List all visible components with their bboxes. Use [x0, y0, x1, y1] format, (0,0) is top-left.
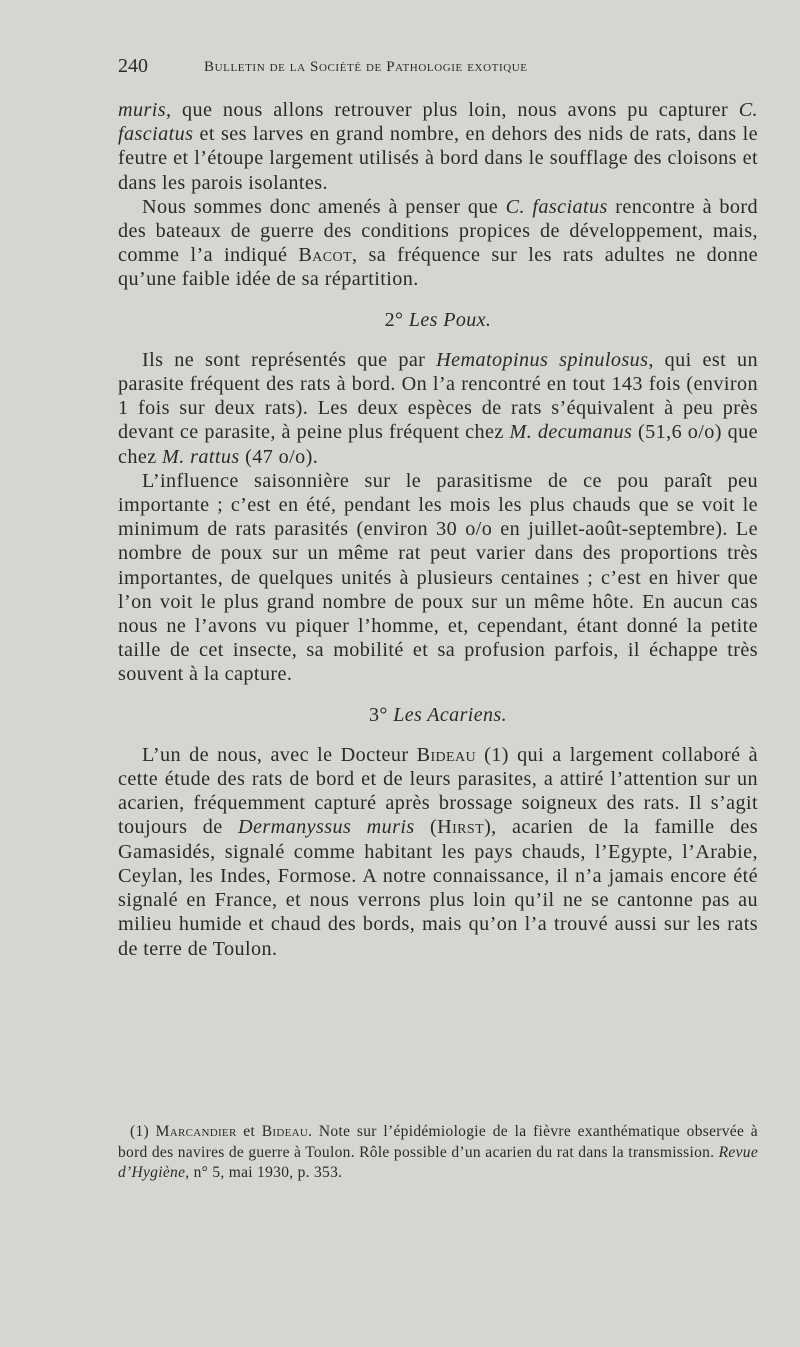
- section-number: 2°: [384, 308, 404, 331]
- text-run: et: [236, 1123, 262, 1140]
- footnote-text: [118, 1122, 758, 1184]
- text-run: L’un de nous, avec le Docteur: [142, 743, 417, 766]
- section-title: Les Poux.: [408, 308, 492, 331]
- text-run: (51,6 o/o) que chez: [118, 421, 758, 468]
- text-run: . Note sur l’épidémiologie de la fièvre exanthématique observée à bord des navires de guerre à Toulon. Rôle possible d’un acarien du rat dans la transmission.: [118, 1123, 758, 1161]
- author-name: Hirst: [437, 816, 485, 839]
- paragraph-4: [118, 469, 758, 687]
- text-run: Ils ne sont représentés que par: [142, 348, 437, 371]
- text-run: , sa fréquence sur les rats adultes ne donne qu’une faible idée de sa répartition.: [118, 244, 758, 291]
- footnote-marker: (1): [130, 1123, 156, 1140]
- italic-species: C. fasciatus: [118, 99, 758, 146]
- italic-species: muris: [118, 99, 166, 121]
- italic-species: Dermanyssus muris: [238, 816, 415, 839]
- text-run: Nous sommes donc amenés à penser que: [142, 195, 506, 218]
- paragraph-3: [118, 348, 758, 469]
- section-heading-lice: [118, 308, 758, 332]
- paragraph-2: [118, 195, 758, 292]
- author-name: Bideau: [261, 1123, 309, 1140]
- text-run: L’influence saisonnière sur le parasitisme de ce pou paraît peu importante ; c’est en été, pendant les mois les plus chauds que se voit le minimum de rats parasités (environ 30 o/o en juillet-août-septembre). Le nombre de poux sur un même rat peut varier dans des proportions très importantes, de quelques unités à plusieurs centaines ; c’est en hiver que l’on voit le plus grand nombre de poux sur un même hôte. En aucun cas nous ne l’avons vu piquer l’homme, et, cependant, étant donné la petite taille de cet insecte, sa mobilité et sa profusion parfois, il échappe très souvent à la capture.: [118, 469, 758, 686]
- text-run: (1) qui a largement collaboré à cette étude des rats de bord et de leurs parasites, a attiré l’attention sur un acarien, fréquemment capturé après brossage soigneux des rats. Il s’agit toujours de: [118, 743, 758, 839]
- text-run: (: [414, 816, 438, 839]
- journal-title: Revue d’Hygiène: [118, 1143, 758, 1181]
- text-run: , que nous allons retrouver plus loin, nous avons pu capturer: [166, 99, 739, 121]
- paragraph-1: [118, 98, 758, 195]
- text-run: et ses larves en grand nombre, en dehors des nids de rats, dans le feutre et l’étoupe largement utilisés à bord dans le soufflage des cloisons et dans les parois isolantes.: [118, 123, 758, 194]
- italic-species: M. rattus: [162, 445, 240, 468]
- text-run: , n° 5, mai 1930, p. 353.: [185, 1164, 343, 1181]
- author-name: Bideau: [416, 743, 477, 766]
- section-title: Les Acariens.: [393, 703, 507, 726]
- italic-species: M. decumanus: [509, 421, 633, 444]
- section-heading-mites: [118, 703, 758, 727]
- text-run: rencontre à bord des bateaux de guerre des conditions propices de développement, mais, comme l’a indiqué: [118, 195, 758, 267]
- footnote: [118, 1122, 758, 1184]
- body-text: [118, 98, 758, 961]
- author-name: Bacot: [298, 244, 352, 267]
- text-run: (47 o/o).: [239, 445, 319, 468]
- text-run: ), acarien de la famille des Gamasidés, signalé comme habitant les pays chauds, l’Egypte, l’Arabie, Ceylan, les Indes, Formose. A notre connaissance, il n’a jamais encore été signalé en France, et nous verrons plus loin qu’il ne se cantonne pas au milieu humide et chaud des bords, mais qu’on l’a trouvé aussi sur les rats de terre de Toulon.: [118, 816, 758, 960]
- italic-species: C. fasciatus: [505, 195, 608, 218]
- text-run: , qui est un parasite fréquent des rats à bord. On l’a rencontré en tout 143 fois (environ 1 fois sur deux rats). Les deux espèces de rats s’équivalent à peu près devant ce parasite, à peine plus fréquent chez: [118, 348, 758, 444]
- section-number: 3°: [369, 703, 388, 726]
- running-title: Bulletin de la Société de Pathologie exotique: [204, 59, 528, 75]
- italic-species: Hematopinus spinulosus: [436, 348, 649, 371]
- page-number: 240: [118, 55, 148, 77]
- page-header: [118, 55, 678, 85]
- author-name: Marcandier: [155, 1123, 237, 1140]
- paragraph-5: [118, 743, 758, 961]
